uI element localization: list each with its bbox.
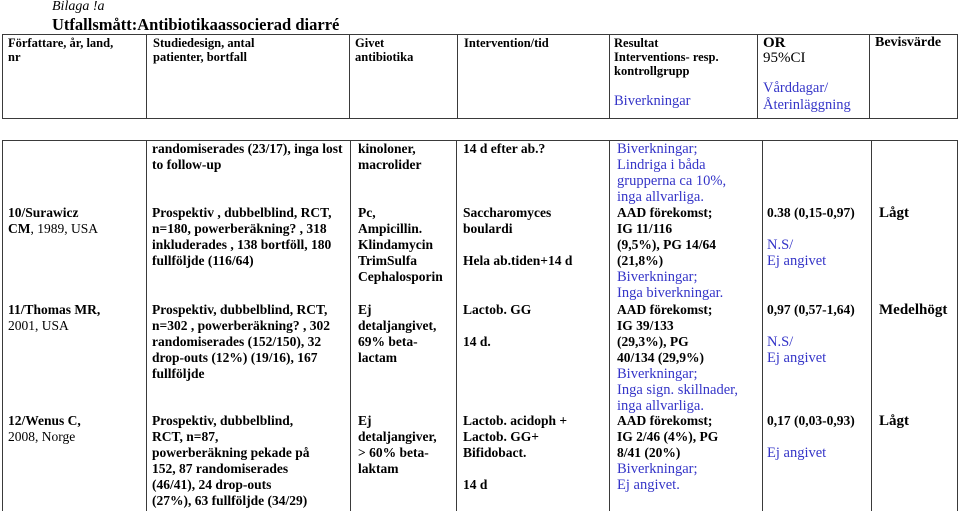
- study-evidence: Lågt: [879, 413, 909, 429]
- header-adverse-events-label: Biverkningar: [614, 93, 691, 109]
- study-duration: 14 d.: [463, 334, 491, 349]
- study-adverse-label: Biverkningar;: [617, 461, 698, 477]
- table-cell: [463, 413, 609, 511]
- study-adverse-text: Inga sign. skillnader, inga allvarliga.: [617, 382, 739, 414]
- table-cell: [358, 141, 456, 205]
- table-cell: [617, 413, 762, 511]
- table-cell: [617, 205, 762, 302]
- table-cell: [767, 413, 871, 511]
- header-ci-label: 95%CI: [763, 50, 806, 66]
- study-year-country: 2008, Norge: [8, 429, 76, 444]
- table-cell: [463, 141, 609, 205]
- table-cell: [617, 141, 762, 205]
- table-cell: [463, 205, 609, 302]
- study-author-initials: CM: [8, 221, 31, 236]
- table-cell: [152, 141, 350, 205]
- table-cell: [8, 302, 146, 413]
- study-author-line: [8, 221, 146, 237]
- study-design: Prospektiv, dubbelblind, RCT, n=87, powerberäkning pekade på 152, 87 randomiserades (46/41), 24 drop-outs (27%), 63 fullföljde (34/29): [152, 413, 310, 508]
- header-author: [2, 35, 146, 118]
- study-or-ci: 0.38 (0,15-0,97): [767, 205, 855, 220]
- table-cell: [152, 302, 350, 413]
- column-antibiotic: [350, 141, 456, 511]
- study-adverse-label: Biverkningar;: [617, 366, 698, 382]
- header-table: [2, 34, 958, 119]
- study-duration: Hela ab.tiden+14 d: [463, 253, 573, 268]
- study-aad-label: AAD förekomst;: [617, 302, 713, 317]
- header-result-label: Resultat Interventions- resp. kontrollgrupp: [614, 36, 719, 78]
- continued-design: randomiserades (23/17), inga lost to follow-up: [152, 141, 343, 172]
- study-or-ci: 0,97 (0,57-1,64): [767, 302, 855, 317]
- study-or-note: Ej angivet: [767, 445, 827, 461]
- study-year-country: 2001, USA: [8, 318, 69, 333]
- study-adverse-text: Ej angivet.: [617, 477, 680, 493]
- header-evidence-label: Bevisvärde: [875, 35, 942, 50]
- table-cell: [767, 302, 871, 413]
- study-aad-label: AAD förekomst;: [617, 205, 713, 220]
- study-or-note: N.S/ Ej angivet: [767, 334, 827, 366]
- study-author: 10/Surawicz: [8, 205, 79, 220]
- study-evidence: Lågt: [879, 205, 909, 221]
- header-author-label: Författare, år, land, nr: [8, 36, 114, 64]
- table-cell: [617, 302, 762, 413]
- study-aad-values: IG 39/133 (29,3%), PG 40/134 (29,9%): [617, 318, 704, 365]
- study-intervention: Lactob. acidoph + Lactob. GG+ Bifidobact.: [463, 413, 568, 460]
- study-intervention: Saccharomyces boulardi: [463, 205, 552, 236]
- header-antibiotic-label: Givet antibiotika: [355, 36, 414, 64]
- study-intervention: Lactob. GG: [463, 302, 532, 317]
- study-antibiotic: Ej detaljangiver, > 60% beta- laktam: [358, 413, 437, 476]
- study-antibiotic: Ej detaljangivet, 69% beta- lactam: [358, 302, 437, 365]
- table-cell: [767, 141, 871, 205]
- header-design: [146, 35, 349, 118]
- header-hospital-days-label: Vårddagar/ Återinläggning: [763, 80, 851, 113]
- study-design: Prospektiv , dubbelblind, RCT, n=180, powerberäkning? , 318 inkluderades , 138 bortföll, 180 fullföljde (116/64): [152, 205, 332, 268]
- annex-label: Bilaga !a: [52, 0, 105, 14]
- study-evidence: Medelhögt: [879, 302, 948, 318]
- column-odds-ratio: [762, 141, 871, 511]
- study-antibiotic: Pc, Ampicillin. Klindamycin TrimSulfa Cephalosporin: [358, 205, 443, 284]
- table-cell: [8, 205, 146, 302]
- study-year-country: , 1989, USA: [30, 221, 99, 236]
- header-or-label: OR: [763, 35, 786, 51]
- header-evidence: [869, 35, 957, 118]
- study-aad-values: IG 2/46 (4%), PG 8/41 (20%): [617, 429, 719, 460]
- table-cell: [8, 413, 146, 511]
- table-cell: [358, 205, 456, 302]
- header-antibiotic: [349, 35, 457, 118]
- study-table: [2, 140, 958, 511]
- header-intervention: [457, 35, 609, 118]
- continued-antibiotic: kinoloner, macrolider: [358, 141, 422, 172]
- continued-intervention: 14 d efter ab.?: [463, 141, 546, 156]
- study-author: 12/Wenus C,: [8, 413, 81, 428]
- study-adverse-label: Biverkningar;: [617, 269, 698, 285]
- study-or-note: N.S/ Ej angivet: [767, 237, 827, 269]
- table-cell: [879, 302, 957, 413]
- header-odds-ratio: [757, 35, 869, 118]
- study-design: Prospektiv, dubbelblind, RCT, n=302 , powerberäkning? , 302 randomiserades (152/150), 32 drop-outs (12%) (19/16), 167 fullföljde: [152, 302, 330, 381]
- study-author: 11/Thomas MR,: [8, 302, 101, 317]
- table-cell: [152, 205, 350, 302]
- table-cell: [767, 205, 871, 302]
- table-cell: [8, 141, 146, 205]
- continued-adverse-text: Lindriga i båda grupperna ca 10%, inga allvarliga.: [617, 157, 727, 205]
- study-adverse-text: Inga biverkningar.: [617, 285, 724, 301]
- table-cell: [879, 141, 957, 205]
- continued-adverse-label: Biverkningar;: [617, 141, 698, 157]
- study-or-ci: 0,17 (0,03-0,93): [767, 413, 855, 428]
- study-aad-values: IG 11/116 (9,5%), PG 14/64 (21,8%): [617, 221, 716, 268]
- column-design: [146, 141, 350, 511]
- table-cell: [879, 205, 957, 302]
- table-cell: [463, 302, 609, 413]
- table-cell: [358, 413, 456, 511]
- table-cell: [152, 413, 350, 511]
- study-aad-label: AAD förekomst;: [617, 413, 713, 428]
- column-result: [609, 141, 762, 511]
- column-evidence: [871, 141, 957, 511]
- study-duration: 14 d: [463, 477, 488, 492]
- column-intervention: [456, 141, 609, 511]
- table-cell: [879, 413, 957, 511]
- header-result: [609, 35, 757, 118]
- header-design-label: Studiedesign, antal patienter, bortfall: [153, 36, 255, 64]
- page-title: Utfallsmått:Antibiotikaassocierad diarré: [52, 15, 340, 34]
- table-cell: [358, 302, 456, 413]
- column-author: [2, 141, 146, 511]
- header-intervention-label: Intervention/tid: [464, 36, 549, 50]
